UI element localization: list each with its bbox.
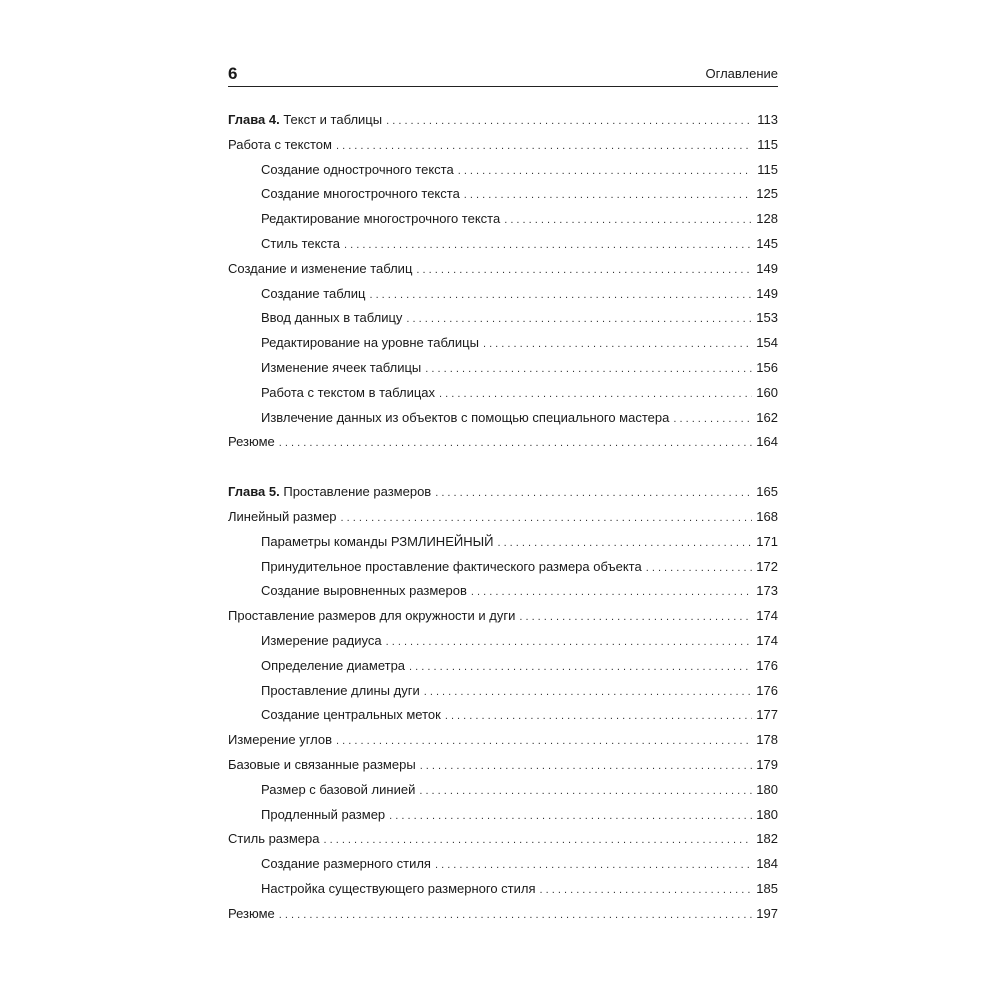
toc-entry-label <box>261 679 420 704</box>
toc-entry-title: Принудительное проставление фактического размера объекта <box>261 558 642 574</box>
toc-entry <box>228 753 778 778</box>
toc-chapter <box>228 108 778 455</box>
running-title: Оглавление <box>705 66 778 81</box>
toc-entry-label <box>261 306 402 331</box>
toc-page-number: 113 <box>757 112 778 127</box>
toc-entry-label <box>261 381 435 406</box>
toc-entry-title: Создание таблиц <box>261 285 366 301</box>
toc-entry-title: Стиль текста <box>261 235 340 251</box>
dot-leader <box>483 332 752 357</box>
toc-subentry <box>228 579 778 604</box>
dot-leader <box>439 382 752 407</box>
toc-page-number: 185 <box>756 880 778 896</box>
dot-leader <box>497 531 752 556</box>
toc-entry-label <box>228 604 515 629</box>
toc-page-number: 180 <box>756 806 778 822</box>
toc-subentry <box>228 629 778 654</box>
toc-page-number: 145 <box>756 235 778 251</box>
toc-entry-title: Линейный размер <box>228 508 337 524</box>
dot-leader <box>424 680 752 705</box>
toc-subentry <box>228 555 778 580</box>
toc-page-number: 156 <box>756 359 778 375</box>
page-number: 6 <box>228 64 238 83</box>
toc-entry-title: Работа с текстом <box>228 136 332 152</box>
toc-entry <box>228 430 778 455</box>
dot-leader <box>336 729 752 754</box>
dot-leader <box>336 134 752 159</box>
toc-entry-title: Создание многострочного текста <box>261 186 460 202</box>
toc-subentry <box>228 406 778 431</box>
toc-entry-label <box>261 331 479 356</box>
dot-leader <box>344 233 752 258</box>
toc-entry-title: Проставление длины дуги <box>261 682 420 698</box>
toc-entry-title: Базовые и связанные размеры <box>228 756 416 772</box>
toc-entry-label <box>228 133 332 158</box>
toc-entry-label <box>261 555 642 580</box>
chapter-number: Глава 4. <box>228 112 280 127</box>
toc-entry <box>228 902 778 927</box>
toc-page-number: 171 <box>756 533 778 549</box>
toc-subentry <box>228 282 778 307</box>
toc-entry-title: Резюме <box>228 905 275 921</box>
toc-entry-label <box>261 703 441 728</box>
toc-entry-label <box>261 232 340 257</box>
toc-entry-title: Редактирование на уровне таблицы <box>261 335 479 351</box>
toc-page-number: 128 <box>756 211 778 227</box>
dot-leader <box>416 258 752 283</box>
toc-entry-label <box>261 207 500 232</box>
toc-entry <box>228 728 778 753</box>
toc-entry <box>228 257 778 282</box>
toc-page-number: 179 <box>756 756 778 772</box>
toc-entry <box>228 827 778 852</box>
dot-leader <box>435 481 752 506</box>
dot-leader <box>386 630 752 655</box>
toc-subentry <box>228 381 778 406</box>
toc-entry-title: Создание центральных меток <box>261 707 441 723</box>
toc-page-number: 154 <box>756 335 778 351</box>
toc-entry-label <box>228 430 275 455</box>
toc-entry-label <box>261 579 467 604</box>
toc-page-number: 149 <box>756 285 778 301</box>
dot-leader <box>389 804 752 829</box>
toc-page-number: 197 <box>756 905 778 921</box>
toc-entry-title: Продленный размер <box>261 806 386 822</box>
toc-page-number: 176 <box>756 682 778 698</box>
dot-leader <box>471 580 752 605</box>
dot-leader <box>409 655 752 680</box>
toc-entry-label <box>228 902 275 927</box>
toc-entry-title: Параметры команды РЗМЛИНЕЙНЫЙ <box>261 533 494 549</box>
toc-page-number: 184 <box>756 856 778 872</box>
toc-page-number: 172 <box>756 558 778 574</box>
toc-page-number: 162 <box>756 409 778 425</box>
toc-entry-title: Работа с текстом в таблицах <box>261 384 436 400</box>
toc-entry-title: Резюме <box>228 434 275 450</box>
toc-page-number: 174 <box>756 632 778 648</box>
toc-entry-label <box>261 852 431 877</box>
toc-page-number: 149 <box>756 260 778 276</box>
toc-subentry <box>228 703 778 728</box>
toc-entry-label <box>261 778 415 803</box>
toc-page-number: 173 <box>756 583 778 599</box>
toc-subentry <box>228 182 778 207</box>
toc-subentry <box>228 356 778 381</box>
toc-subentry <box>228 306 778 331</box>
dot-leader <box>406 307 752 332</box>
toc-entry-title: Создание однострочного текста <box>261 161 454 177</box>
toc-subentry <box>228 803 778 828</box>
dot-leader <box>420 754 752 779</box>
toc-entry-label <box>261 356 421 381</box>
toc-entry-label <box>228 480 431 505</box>
dot-leader <box>435 853 752 878</box>
toc-page-number: 180 <box>756 781 778 797</box>
dot-leader <box>673 407 752 432</box>
dot-leader <box>464 183 752 208</box>
dot-leader <box>279 903 752 928</box>
toc-subentry <box>228 158 778 183</box>
toc-subentry <box>228 530 778 555</box>
toc-entry-title: Настройка существующего размерного стиля <box>261 880 536 896</box>
toc-page-number: 160 <box>756 384 778 400</box>
toc-entry-title: Проставление размеров для окружности и дуги <box>228 608 516 624</box>
chapter-number: Глава 5. <box>228 484 280 500</box>
toc-subentry <box>228 654 778 679</box>
toc-entry-title: Размер с базовой линией <box>261 781 416 797</box>
toc-subentry <box>228 331 778 356</box>
toc-entry-title: Измерение радиуса <box>261 632 382 648</box>
dot-leader <box>425 357 752 382</box>
toc-entry-label <box>228 753 416 778</box>
dot-leader <box>386 109 752 134</box>
toc-subentry <box>228 207 778 232</box>
toc-subentry <box>228 778 778 803</box>
toc-page-number: 115 <box>757 136 778 152</box>
toc-subentry <box>228 679 778 704</box>
toc-page-number: 177 <box>756 707 778 723</box>
toc-entry-title: Текст и таблицы <box>283 112 383 127</box>
toc-entry-title: Определение диаметра <box>261 657 406 673</box>
dot-leader <box>504 208 752 233</box>
toc-page-number: 176 <box>756 657 778 673</box>
toc-subentry <box>228 852 778 877</box>
dot-leader <box>341 506 752 531</box>
toc-chapter <box>228 480 778 926</box>
dot-leader <box>458 159 752 184</box>
toc-page-number: 182 <box>756 831 778 847</box>
toc-page-number: 115 <box>757 161 778 177</box>
toc-entry <box>228 505 778 530</box>
toc-entry-title: Создание выровненных размеров <box>261 583 467 599</box>
toc-entry-label <box>228 505 337 530</box>
toc-entry-title: Редактирование многострочного текста <box>261 211 501 227</box>
toc-entry-title: Измерение углов <box>228 732 333 748</box>
toc-entry-label <box>261 182 460 207</box>
dot-leader <box>646 556 752 581</box>
dot-leader <box>519 605 752 630</box>
toc-entry-label <box>261 629 382 654</box>
toc-entry-label <box>228 257 412 282</box>
toc-page-number: 174 <box>756 608 778 624</box>
toc-page-number: 178 <box>756 732 778 748</box>
dot-leader <box>540 878 752 903</box>
toc-entry-label <box>228 108 382 133</box>
toc-entry-label <box>261 282 365 307</box>
dot-leader <box>419 779 752 804</box>
toc-entry <box>228 604 778 629</box>
dot-leader <box>279 431 752 456</box>
toc-entry-label <box>261 877 536 902</box>
dot-leader <box>369 283 752 308</box>
toc-entry-title: Ввод данных в таблицу <box>261 310 403 326</box>
toc-entry-title: Стиль размера <box>228 831 320 847</box>
toc-entry-title: Создание и изменение таблиц <box>228 260 413 276</box>
toc-entry-label <box>228 827 319 852</box>
toc-entry-label <box>261 158 454 183</box>
toc-entry-title: Создание размерного стиля <box>261 856 431 872</box>
toc-page-number: 164 <box>756 434 778 450</box>
dot-leader <box>323 828 752 853</box>
toc-entry-label <box>228 728 332 753</box>
toc-entry-title: Извлечение данных из объектов с помощью специального мастера <box>261 409 670 425</box>
toc-entry-label <box>261 654 405 679</box>
toc-subentry <box>228 877 778 902</box>
toc-entry-title: Проставление размеров <box>283 484 432 500</box>
toc-entry <box>228 108 778 133</box>
book-page <box>228 62 778 927</box>
dot-leader <box>445 704 752 729</box>
table-of-contents <box>228 108 778 927</box>
toc-page-number: 168 <box>756 508 778 524</box>
toc-entry-title: Изменение ячеек таблицы <box>261 359 422 375</box>
toc-entry-label <box>261 530 493 555</box>
toc-page-number: 165 <box>756 484 778 500</box>
page-header <box>228 62 778 87</box>
toc-entry-label <box>261 803 385 828</box>
toc-entry <box>228 133 778 158</box>
toc-subentry <box>228 232 778 257</box>
toc-page-number: 153 <box>756 310 778 326</box>
toc-entry-label <box>261 406 669 431</box>
toc-entry <box>228 480 778 505</box>
toc-page-number: 125 <box>756 186 778 202</box>
